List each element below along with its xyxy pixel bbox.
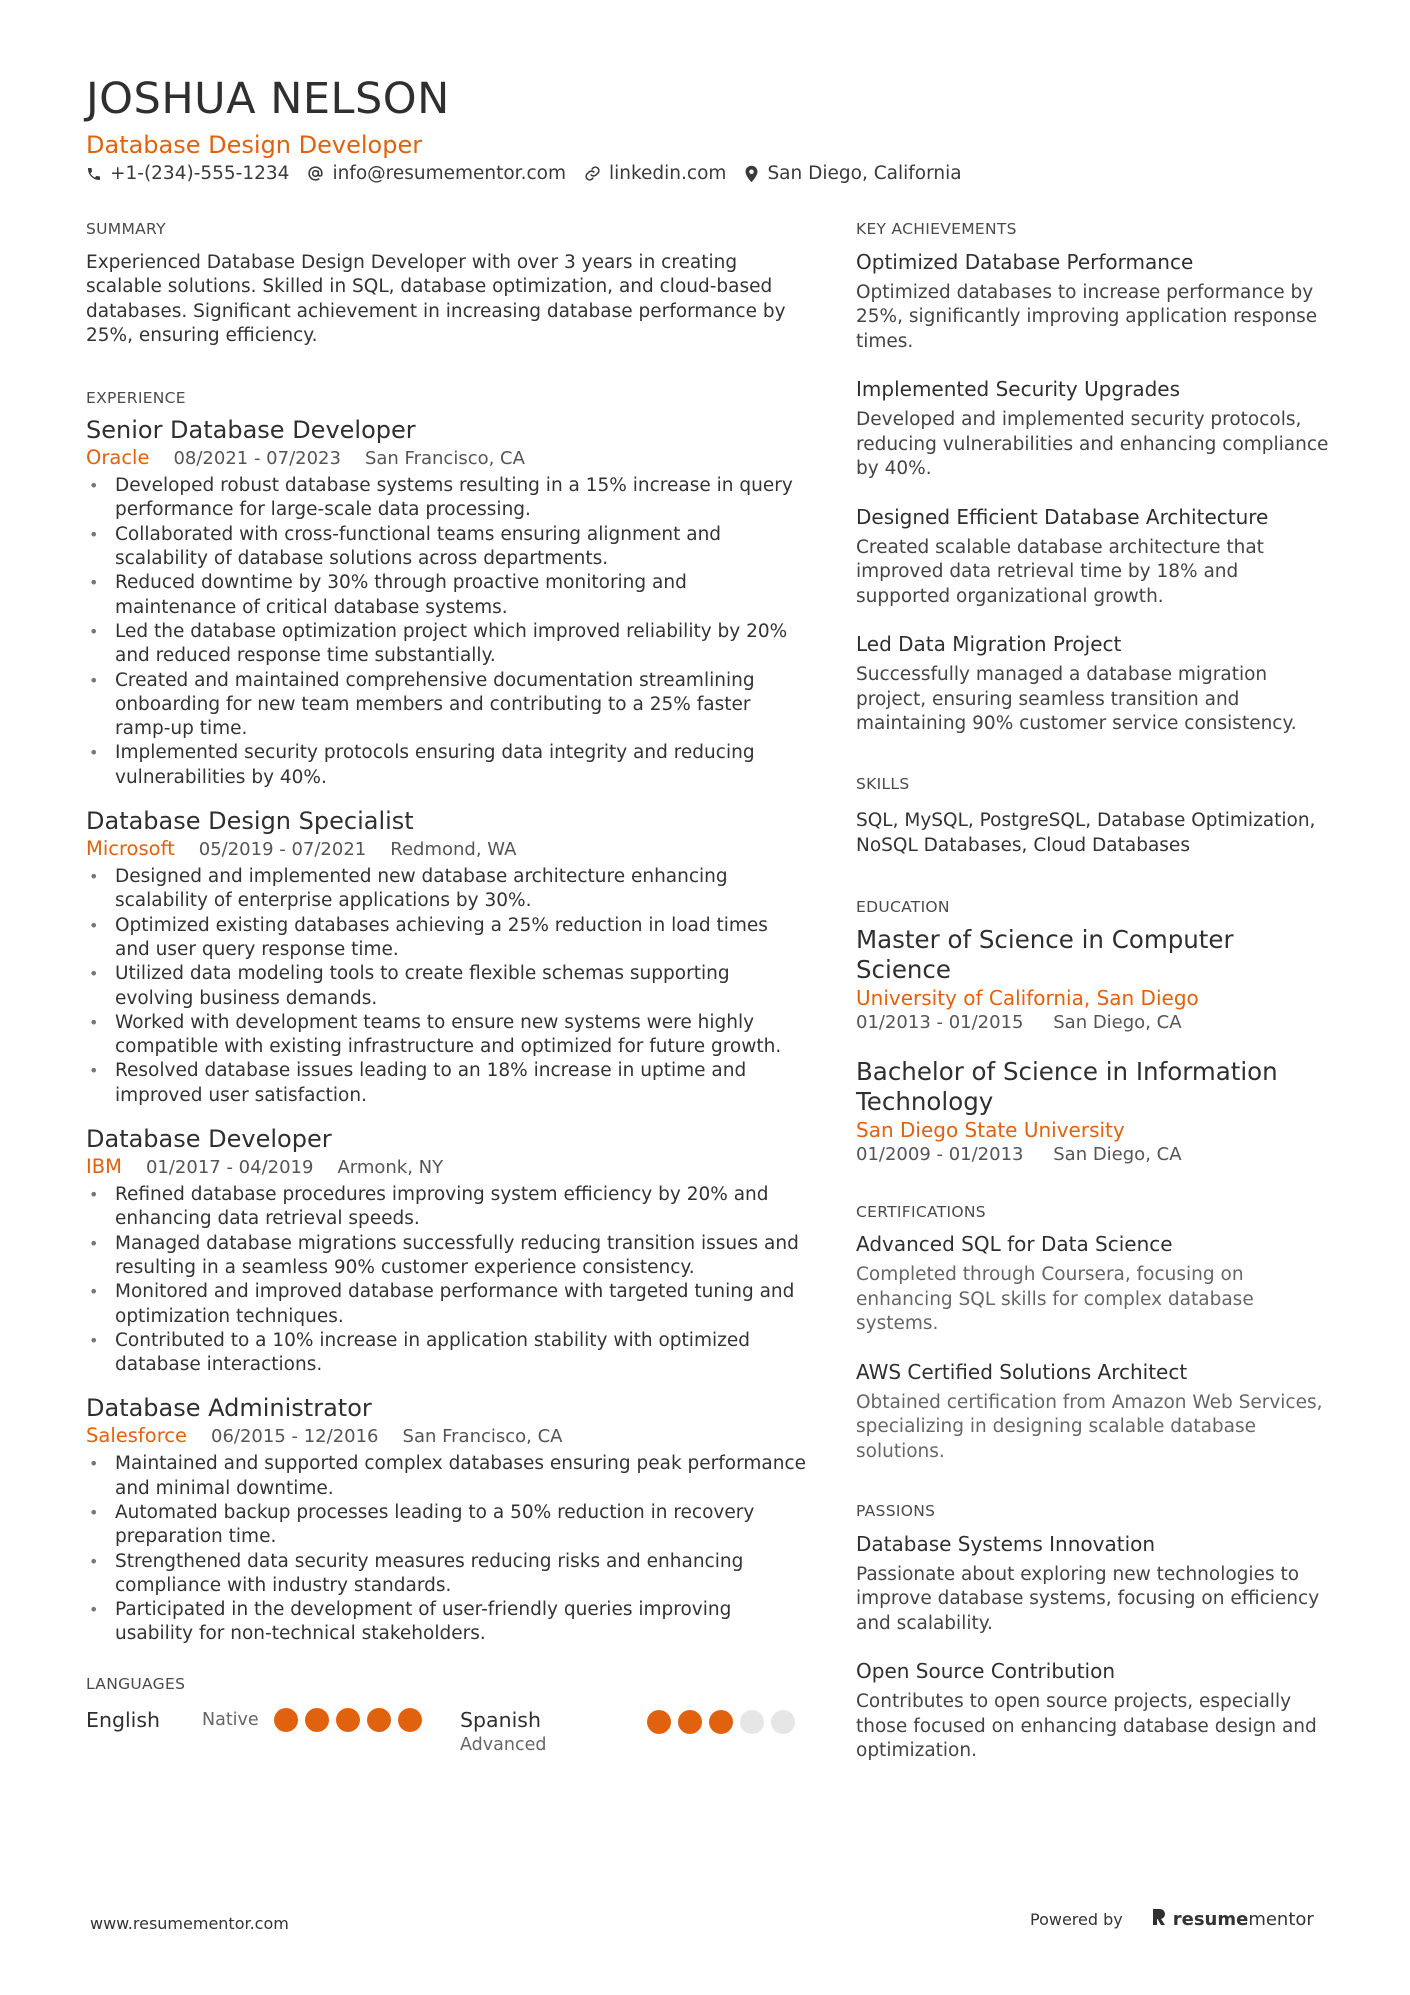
bullet-dot: • xyxy=(89,1551,99,1571)
job-bullet: • Worked with development teams to ensure new systems were highly compatible with existing infrastructure and optimized for future growth. xyxy=(89,1011,782,1058)
education-location: San Diego, CA xyxy=(1053,1143,1182,1165)
linkedin-text: linkedin.com xyxy=(608,163,727,184)
contact-email[interactable] xyxy=(307,163,566,184)
bullet-dot: • xyxy=(89,573,99,593)
passions-heading: PASSIONS xyxy=(856,1502,936,1521)
job-bullet: • Designed and implemented new database architecture enhancing scalability of enterprise applications by 30%. xyxy=(89,866,728,912)
bullet-dot: • xyxy=(89,743,99,763)
achievement-desc: Developed and implemented security protocols, reducing vulnerabilities and enhancing compliance by 40%. xyxy=(856,409,1329,480)
bullet-dot: • xyxy=(89,621,99,641)
job-bullets xyxy=(86,1452,806,1646)
achievements-section xyxy=(856,220,1334,737)
experience-section xyxy=(86,389,806,1647)
certification-item xyxy=(856,1231,1334,1337)
at-icon xyxy=(307,165,324,182)
bullet-dot: • xyxy=(89,1233,99,1253)
resumementor-logo-icon xyxy=(1151,1907,1167,1932)
job-title: Senior Database Developer xyxy=(86,416,416,445)
job-bullet: • Implemented security protocols ensuring data integrity and reducing vulnerabilities by 40%. xyxy=(89,742,755,788)
language-level: Native xyxy=(202,1710,259,1731)
rating-dot-filled xyxy=(709,1710,733,1734)
language-item xyxy=(86,1707,259,1733)
job-bullet: • Maintained and supported complex databases ensuring peak performance and minimal downtime. xyxy=(89,1453,807,1499)
rating-dot-filled xyxy=(274,1708,298,1732)
contact-location xyxy=(744,163,961,184)
passions-section xyxy=(856,1502,1334,1764)
location-text: San Diego, California xyxy=(767,163,962,184)
job-company: Salesforce xyxy=(86,1424,188,1448)
certification-desc: Completed through Coursera, focusing on enhancing SQL skills for complex database systems. xyxy=(856,1264,1254,1335)
bullet-dot: • xyxy=(89,524,99,544)
job-meta xyxy=(86,1154,806,1181)
language-name: Spanish xyxy=(460,1708,541,1733)
passion-item xyxy=(856,1658,1334,1764)
job-bullet: • Led the database optimization project which improved reliability by 20% and reduced response time substantially. xyxy=(89,620,788,667)
bullet-dot: • xyxy=(89,1282,99,1302)
achievement-item xyxy=(856,376,1334,482)
achievement-title: Optimized Database Performance xyxy=(856,249,1194,274)
achievement-desc: Created scalable database architecture that improved data retrieval time by 18% and supported organizational growth. xyxy=(856,536,1264,607)
job-bullets xyxy=(86,474,806,790)
summary-section xyxy=(86,220,806,349)
bullet-dot: • xyxy=(89,1185,99,1205)
job-location: Redmond, WA xyxy=(390,839,517,861)
passion-desc: Contributes to open source projects, especially those focused on enhancing database design and optimization. xyxy=(856,1691,1317,1762)
bullet-dot: • xyxy=(89,867,99,887)
bullet-dot: • xyxy=(89,1012,99,1032)
achievement-title: Designed Efficient Database Architecture xyxy=(856,504,1269,529)
skills-section xyxy=(856,775,1334,859)
language-rating xyxy=(647,1710,795,1734)
phone-icon xyxy=(86,166,102,182)
certifications-heading: CERTIFICATIONS xyxy=(856,1202,986,1221)
achievement-desc: Successfully managed a database migration project, ensuring seamless transition and maintaining 90% customer service consistency. xyxy=(856,664,1297,735)
job-title: Database Administrator xyxy=(86,1394,372,1423)
job-bullet: • Resolved database issues leading to an 18% increase in uptime and improved user satisfaction. xyxy=(89,1060,747,1106)
resumementor-logo[interactable]: resumementor xyxy=(1151,1907,1314,1932)
contact-linkedin[interactable] xyxy=(584,163,726,184)
certification-title: Advanced SQL for Data Science xyxy=(856,1232,1173,1257)
job-company: Microsoft xyxy=(86,837,175,861)
job-company: Oracle xyxy=(86,446,150,470)
bullet-dot: • xyxy=(89,964,99,984)
job-entry xyxy=(86,1124,806,1377)
job-dates: 01/2017 - 04/2019 xyxy=(145,1157,314,1179)
language-level: Advanced xyxy=(460,1735,547,1756)
footer-powered-by xyxy=(1030,1907,1314,1932)
email-text: info@resumementor.com xyxy=(332,163,566,184)
education-dates: 01/2009 - 01/2013 xyxy=(856,1143,1024,1165)
job-location: San Francisco, CA xyxy=(364,448,525,470)
rating-dot-filled xyxy=(647,1710,671,1734)
phone-text: +1-(234)-555-1234 xyxy=(110,163,290,184)
education-meta xyxy=(856,1143,1334,1167)
education-dates: 01/2013 - 01/2015 xyxy=(856,1011,1024,1033)
job-bullet: • Refined database procedures improving system efficiency by 20% and enhancing data retrieval speeds. xyxy=(89,1184,769,1230)
education-school: San Diego State University xyxy=(856,1117,1125,1142)
certification-desc: Obtained certification from Amazon Web Services, specializing in designing scalable database solutions. xyxy=(856,1391,1323,1462)
right-column xyxy=(856,220,1334,1786)
skills-heading: SKILLS xyxy=(856,774,910,793)
link-icon xyxy=(584,165,601,182)
job-bullet: • Developed robust database systems resulting in a 15% increase in query performance for large-scale data processing. xyxy=(89,475,793,521)
job-bullet: • Optimized existing databases achieving a 25% reduction in load times and user query response time. xyxy=(89,914,768,960)
education-degree: Master of Science in Computer Science xyxy=(856,924,1234,984)
education-degree: Bachelor of Science in Information Technology xyxy=(856,1056,1278,1116)
bullet-dot: • xyxy=(89,1061,99,1081)
rating-dot-filled xyxy=(305,1708,329,1732)
summary-text: Experienced Database Design Developer with over 3 years in creating scalable solutions. Skilled in SQL, database optimization, and cloud-based databases. Significant achievement in increasing database performance by 25%, ensuring efficiency. xyxy=(86,251,786,347)
job-bullet: • Automated backup processes leading to a 50% reduction in recovery preparation time. xyxy=(89,1501,755,1548)
language-name: English xyxy=(86,1708,161,1733)
education-location: San Diego, CA xyxy=(1053,1011,1182,1033)
certification-title: AWS Certified Solutions Architect xyxy=(856,1359,1188,1384)
job-bullet: • Created and maintained comprehensive documentation streamlining onboarding for new team members and contributing to a 25% faster ramp-up time. xyxy=(89,669,755,740)
job-meta xyxy=(86,1423,806,1450)
achievement-title: Implemented Security Upgrades xyxy=(856,377,1181,402)
education-school: University of California, San Diego xyxy=(856,985,1199,1010)
languages-section xyxy=(86,1675,806,1768)
job-meta xyxy=(86,836,806,863)
achievement-item xyxy=(856,504,1334,610)
rating-dot-filled xyxy=(398,1708,422,1732)
job-entry xyxy=(86,415,806,790)
job-location: San Francisco, CA xyxy=(402,1426,563,1448)
bullet-dot: • xyxy=(89,670,99,690)
job-title: Database Design Specialist xyxy=(86,807,414,836)
certifications-section xyxy=(856,1203,1334,1465)
passion-item xyxy=(856,1531,1334,1637)
job-bullet: • Strengthened data security measures reducing risks and enhancing compliance with industry standards. xyxy=(89,1550,744,1596)
rating-dot-empty xyxy=(771,1710,795,1734)
job-bullet: • Reduced downtime by 30% through proactive monitoring and maintenance of critical database systems. xyxy=(89,572,687,618)
achievement-item xyxy=(856,249,1334,355)
job-entry xyxy=(86,1393,806,1646)
skills-text: SQL, MySQL, PostgreSQL, Database Optimization, NoSQL Databases, Cloud Databases xyxy=(856,810,1316,856)
experience-heading: EXPERIENCE xyxy=(86,388,186,407)
job-dates: 08/2021 - 07/2023 xyxy=(173,448,341,470)
achievement-title: Led Data Migration Project xyxy=(856,632,1122,657)
job-bullet: • Managed database migrations successfully reducing transition issues and resulting in a seamless 90% customer experience consistency. xyxy=(89,1232,799,1278)
rating-dot-filled xyxy=(678,1710,702,1734)
job-bullet: • Monitored and improved database performance with targeted tuning and optimization techniques. xyxy=(89,1281,795,1327)
passion-title: Database Systems Innovation xyxy=(856,1531,1156,1556)
language-rating xyxy=(274,1708,422,1732)
job-bullet: • Participated in the development of user-friendly queries improving usability for non-technical stakeholders. xyxy=(89,1599,732,1645)
job-company: IBM xyxy=(86,1155,122,1179)
contact-bar xyxy=(86,163,962,184)
passion-title: Open Source Contribution xyxy=(856,1659,1116,1684)
rating-dot-filled xyxy=(336,1708,360,1732)
bullet-dot: • xyxy=(89,1454,99,1474)
bullet-dot: • xyxy=(89,1502,99,1522)
certification-item xyxy=(856,1359,1334,1465)
bullet-dot: • xyxy=(89,915,99,935)
languages-heading: LANGUAGES xyxy=(86,1674,186,1693)
footer-website-link[interactable]: www.resumementor.com xyxy=(90,1914,289,1933)
powered-by-label: Powered by xyxy=(1030,1910,1123,1929)
rating-dot-filled xyxy=(367,1708,391,1732)
job-entry xyxy=(86,806,806,1108)
bullet-dot: • xyxy=(89,1330,99,1350)
job-bullet: • Collaborated with cross-functional teams ensuring alignment and scalability of database solutions across departments. xyxy=(89,523,722,570)
education-item xyxy=(856,1057,1334,1167)
achievement-item xyxy=(856,631,1334,737)
achievement-desc: Optimized databases to increase performance by 25%, significantly improving application response times. xyxy=(856,281,1318,352)
rating-dot-empty xyxy=(740,1710,764,1734)
languages-row xyxy=(86,1707,806,1767)
summary-heading: SUMMARY xyxy=(86,220,166,238)
job-bullets xyxy=(86,865,806,1108)
job-bullet: • Utilized data modeling tools to create flexible schemas supporting evolving business demands. xyxy=(89,963,730,1009)
contact-phone[interactable] xyxy=(86,163,289,184)
job-meta xyxy=(86,445,806,472)
education-item xyxy=(856,925,1334,1035)
job-location: Armonk, NY xyxy=(337,1157,444,1179)
job-bullet: • Contributed to a 10% increase in application stability with optimized database interactions. xyxy=(89,1329,750,1376)
location-pin-icon xyxy=(744,165,759,183)
job-bullets xyxy=(86,1183,806,1377)
education-section xyxy=(856,898,1334,1167)
candidate-name: JOSHUA NELSON xyxy=(86,74,450,124)
bullet-dot: • xyxy=(89,476,99,496)
education-meta xyxy=(856,1011,1334,1035)
passion-desc: Passionate about exploring new technologies to improve database systems, focusing on efficiency and scalability. xyxy=(856,1563,1320,1634)
bullet-dot: • xyxy=(89,1600,99,1620)
job-title: Database Developer xyxy=(86,1125,332,1154)
language-item xyxy=(460,1707,546,1757)
job-dates: 05/2019 - 07/2021 xyxy=(198,839,367,861)
left-column xyxy=(86,220,806,1767)
job-title-header: Database Design Developer xyxy=(86,131,423,159)
achievements-heading: KEY ACHIEVEMENTS xyxy=(856,220,1017,238)
education-heading: EDUCATION xyxy=(856,898,950,917)
job-dates: 06/2015 - 12/2016 xyxy=(211,1426,379,1448)
